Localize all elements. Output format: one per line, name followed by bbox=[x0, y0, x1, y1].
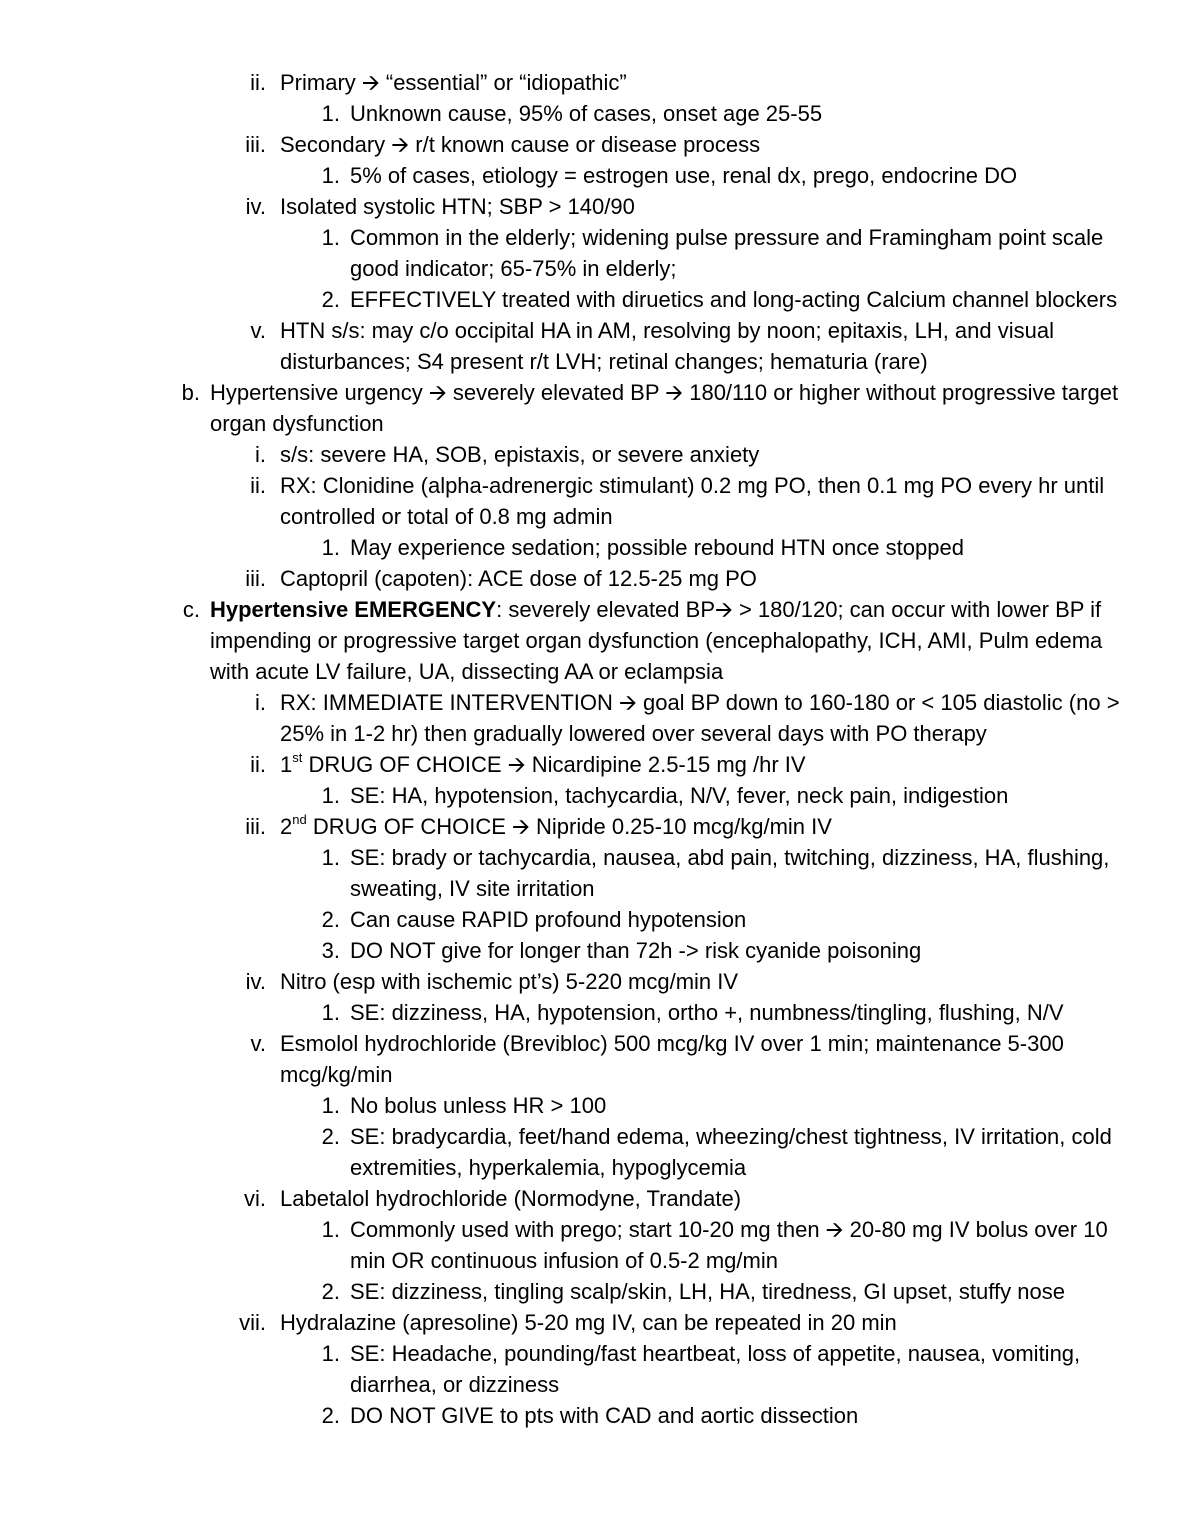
list-item-text bbox=[350, 1341, 1080, 1397]
list-item-content: DO NOT GIVE to pts with CAD and aortic dissection bbox=[350, 1403, 859, 1428]
ordinal-suffix: st bbox=[292, 749, 303, 765]
list-item-text bbox=[350, 938, 921, 963]
list-item-level-2 bbox=[250, 67, 1125, 98]
list-item-level-3 bbox=[321, 98, 1125, 129]
list-marker: ii. bbox=[250, 473, 266, 498]
list-item-text bbox=[280, 749, 806, 777]
list-item-text bbox=[280, 690, 1120, 746]
list-item-level-3 bbox=[321, 532, 1125, 563]
list-item-content: No bolus unless HR > 100 bbox=[350, 1093, 607, 1118]
list-item-level-3 bbox=[321, 1338, 1125, 1400]
list-item-level-3 bbox=[321, 1276, 1125, 1307]
list-item-text bbox=[280, 566, 757, 591]
list-marker: 2. bbox=[321, 1124, 340, 1149]
list-item-content: s/s: severe HA, SOB, epistaxis, or severe anxiety bbox=[280, 442, 760, 467]
list-item-level-2 bbox=[245, 811, 1125, 842]
list-item-level-2 bbox=[245, 966, 1125, 997]
list-marker: 2. bbox=[321, 287, 340, 312]
list-marker: 1. bbox=[321, 1341, 340, 1366]
list-item-content: Captopril (capoten): ACE dose of 12.5-25 mg PO bbox=[280, 566, 757, 591]
list-item-content: RX: Clonidine (alpha-adrenergic stimulant) 0.2 mg PO, then 0.1 mg PO every hr until controlled or total of 0.8 mg admin bbox=[280, 473, 1105, 529]
list-item-content: SE: brady or tachycardia, nausea, abd pain, twitching, dizziness, HA, flushing, sweating, IV site irritation bbox=[350, 845, 1110, 901]
list-item-content: SE: dizziness, HA, hypotension, ortho +, numbness/tingling, flushing, N/V bbox=[350, 1000, 1064, 1025]
list-marker: i. bbox=[255, 690, 266, 715]
list-marker: 1. bbox=[321, 163, 340, 188]
list-item-content: Commonly used with prego; start 10-20 mg then 🡪 20-80 mg IV bolus over 10 min OR continuous infusion of 0.5-2 mg/min bbox=[350, 1217, 1108, 1273]
list-marker: vii. bbox=[239, 1310, 266, 1335]
list-item-level-3 bbox=[321, 284, 1125, 315]
list-item-level-2 bbox=[239, 1307, 1125, 1338]
list-item-text bbox=[350, 783, 1008, 808]
list-marker: vi. bbox=[244, 1186, 266, 1211]
list-item-content: DO NOT give for longer than 72h -> risk cyanide poisoning bbox=[350, 938, 922, 963]
list-marker: iv. bbox=[245, 194, 266, 219]
list-marker: 1. bbox=[321, 1000, 340, 1025]
list-item-text bbox=[280, 318, 1054, 374]
list-marker: iv. bbox=[245, 969, 266, 994]
list-marker: 1. bbox=[321, 845, 340, 870]
list-item-text bbox=[280, 969, 738, 994]
list-item-level-3 bbox=[321, 997, 1125, 1028]
list-marker: v. bbox=[250, 318, 266, 343]
list-item-level-3 bbox=[321, 1214, 1125, 1276]
list-item-text bbox=[350, 1124, 1112, 1180]
list-item-content: Nitro (esp with ischemic pt’s) 5-220 mcg/min IV bbox=[280, 969, 739, 994]
list-marker: iii. bbox=[245, 132, 266, 157]
list-item-content: DRUG OF CHOICE 🡪 Nipride 0.25-10 mcg/kg/min IV bbox=[306, 814, 832, 839]
list-item-text bbox=[350, 845, 1109, 901]
list-item-text bbox=[280, 1310, 897, 1335]
list-item-level-2 bbox=[250, 470, 1125, 532]
list-item-level-1 bbox=[181, 377, 1125, 439]
list-item-text bbox=[350, 287, 1117, 312]
list-item-text bbox=[280, 442, 759, 467]
list-item-content: Unknown cause, 95% of cases, onset age 25-55 bbox=[350, 101, 823, 126]
list-item-text bbox=[350, 1217, 1108, 1273]
list-item-level-2 bbox=[250, 315, 1125, 377]
list-item-text bbox=[280, 811, 832, 839]
list-item-content: : severely elevated BP🡪 > 180/120; can occur with lower BP if impending or progressive target organ dysfunction (encephalopathy, ICH, AMI, Pulm edema with acute LV failure, UA, dissecting AA or eclampsia bbox=[210, 597, 1103, 684]
list-item-content: EFFECTIVELY treated with diruetics and long-acting Calcium channel blockers bbox=[350, 287, 1118, 312]
list-item-level-2 bbox=[250, 1028, 1125, 1090]
list-item-level-3 bbox=[321, 904, 1125, 935]
list-item-text bbox=[350, 225, 1103, 281]
list-item-level-2 bbox=[250, 749, 1125, 780]
document-body bbox=[0, 67, 1190, 1431]
list-marker: 1. bbox=[321, 1217, 340, 1242]
list-item-text bbox=[280, 1031, 1064, 1087]
list-item-text bbox=[350, 1279, 1065, 1304]
ordinal-suffix: nd bbox=[292, 811, 307, 827]
list-marker: 2. bbox=[321, 1403, 340, 1428]
list-item-text bbox=[280, 473, 1104, 529]
list-item-level-3 bbox=[321, 1090, 1125, 1121]
list-item-content: Secondary 🡪 r/t known cause or disease process bbox=[280, 132, 761, 157]
ordinal-number: 2 bbox=[280, 814, 293, 839]
list-item-text bbox=[280, 70, 627, 95]
list-item-content: Isolated systolic HTN; SBP > 140/90 bbox=[280, 194, 635, 219]
list-marker: c. bbox=[182, 597, 200, 622]
list-item-level-3 bbox=[321, 1400, 1125, 1431]
list-item-content: Primary 🡪 “essential” or “idiopathic” bbox=[280, 70, 627, 95]
list-item-content: SE: Headache, pounding/fast heartbeat, loss of appetite, nausea, vomiting, diarrhea, or dizziness bbox=[350, 1341, 1081, 1397]
list-marker: 1. bbox=[321, 225, 340, 250]
list-item-level-2 bbox=[245, 191, 1125, 222]
list-item-content: Can cause RAPID profound hypotension bbox=[350, 907, 747, 932]
list-marker: 1. bbox=[321, 783, 340, 808]
list-item-level-3 bbox=[321, 935, 1125, 966]
list-marker: v. bbox=[250, 1031, 266, 1056]
list-item-content: Hypertensive urgency 🡪 severely elevated BP 🡪 180/110 or higher without progressive target organ dysfunction bbox=[210, 380, 1119, 436]
list-item-content: May experience sedation; possible rebound HTN once stopped bbox=[350, 535, 964, 560]
list-item-level-2 bbox=[245, 563, 1125, 594]
list-item-text bbox=[350, 535, 964, 560]
list-item-content: 5% of cases, etiology = estrogen use, renal dx, prego, endocrine DO bbox=[350, 163, 1018, 188]
list-item-level-2 bbox=[255, 439, 1125, 470]
list-item-level-3 bbox=[321, 1121, 1125, 1183]
list-item-text bbox=[350, 163, 1017, 188]
list-item-level-2 bbox=[244, 1183, 1125, 1214]
list-marker: 3. bbox=[321, 938, 340, 963]
list-item-level-3 bbox=[321, 780, 1125, 811]
list-item-text bbox=[280, 1186, 741, 1211]
ordinal-number: 1 bbox=[280, 752, 293, 777]
list-item-content: SE: dizziness, tingling scalp/skin, LH, HA, tiredness, GI upset, stuffy nose bbox=[350, 1279, 1065, 1304]
list-marker: b. bbox=[181, 380, 200, 405]
list-item-text bbox=[350, 1403, 858, 1428]
list-marker: iii. bbox=[245, 814, 266, 839]
list-item-level-2 bbox=[255, 687, 1125, 749]
list-item-content: RX: IMMEDIATE INTERVENTION 🡪 goal BP down to 160-180 or < 105 diastolic (no > 25% in 1-2 hr) then gradually lowered over several days with PO therapy bbox=[280, 690, 1120, 746]
list-item-content: Labetalol hydrochloride (Normodyne, Trandate) bbox=[280, 1186, 742, 1211]
bold-heading: Hypertensive EMERGENCY bbox=[210, 597, 497, 622]
list-marker: i. bbox=[255, 442, 266, 467]
list-marker: ii. bbox=[250, 70, 266, 95]
list-item-content: SE: bradycardia, feet/hand edema, wheezing/chest tightness, IV irritation, cold extremities, hyperkalemia, hypoglycemia bbox=[350, 1124, 1112, 1180]
list-item-content: SE: HA, hypotension, tachycardia, N/V, fever, neck pain, indigestion bbox=[350, 783, 1009, 808]
list-marker: 2. bbox=[321, 907, 340, 932]
list-marker: iii. bbox=[245, 566, 266, 591]
list-item-text bbox=[350, 1093, 606, 1118]
list-item-content: Esmolol hydrochloride (Brevibloc) 500 mcg/kg IV over 1 min; maintenance 5-300 mcg/kg/min bbox=[280, 1031, 1064, 1087]
list-item-text bbox=[280, 194, 635, 219]
list-marker: 2. bbox=[321, 1279, 340, 1304]
list-item-text bbox=[350, 907, 746, 932]
list-item-level-1 bbox=[182, 594, 1125, 687]
list-marker: ii. bbox=[250, 752, 266, 777]
list-item-level-2 bbox=[245, 129, 1125, 160]
list-item-text bbox=[210, 597, 1102, 684]
list-item-content: HTN s/s: may c/o occipital HA in AM, resolving by noon; epitaxis, LH, and visual disturbances; S4 present r/t LVH; retinal changes; hematuria (rare) bbox=[280, 318, 1054, 374]
list-item-text bbox=[280, 132, 760, 157]
list-item-text bbox=[350, 101, 822, 126]
list-item-level-3 bbox=[321, 222, 1125, 284]
list-marker: 1. bbox=[321, 101, 340, 126]
list-marker: 1. bbox=[321, 535, 340, 560]
list-item-content: DRUG OF CHOICE 🡪 Nicardipine 2.5-15 mg /hr IV bbox=[302, 752, 806, 777]
list-marker: 1. bbox=[321, 1093, 340, 1118]
list-item-level-3 bbox=[321, 842, 1125, 904]
list-item-text bbox=[350, 1000, 1064, 1025]
list-item-level-3 bbox=[321, 160, 1125, 191]
list-item-content: Hydralazine (apresoline) 5-20 mg IV, can be repeated in 20 min bbox=[280, 1310, 897, 1335]
list-item-text bbox=[210, 380, 1118, 436]
list-item-content: Common in the elderly; widening pulse pressure and Framingham point scale good indicator; 65-75% in elderly; bbox=[350, 225, 1104, 281]
